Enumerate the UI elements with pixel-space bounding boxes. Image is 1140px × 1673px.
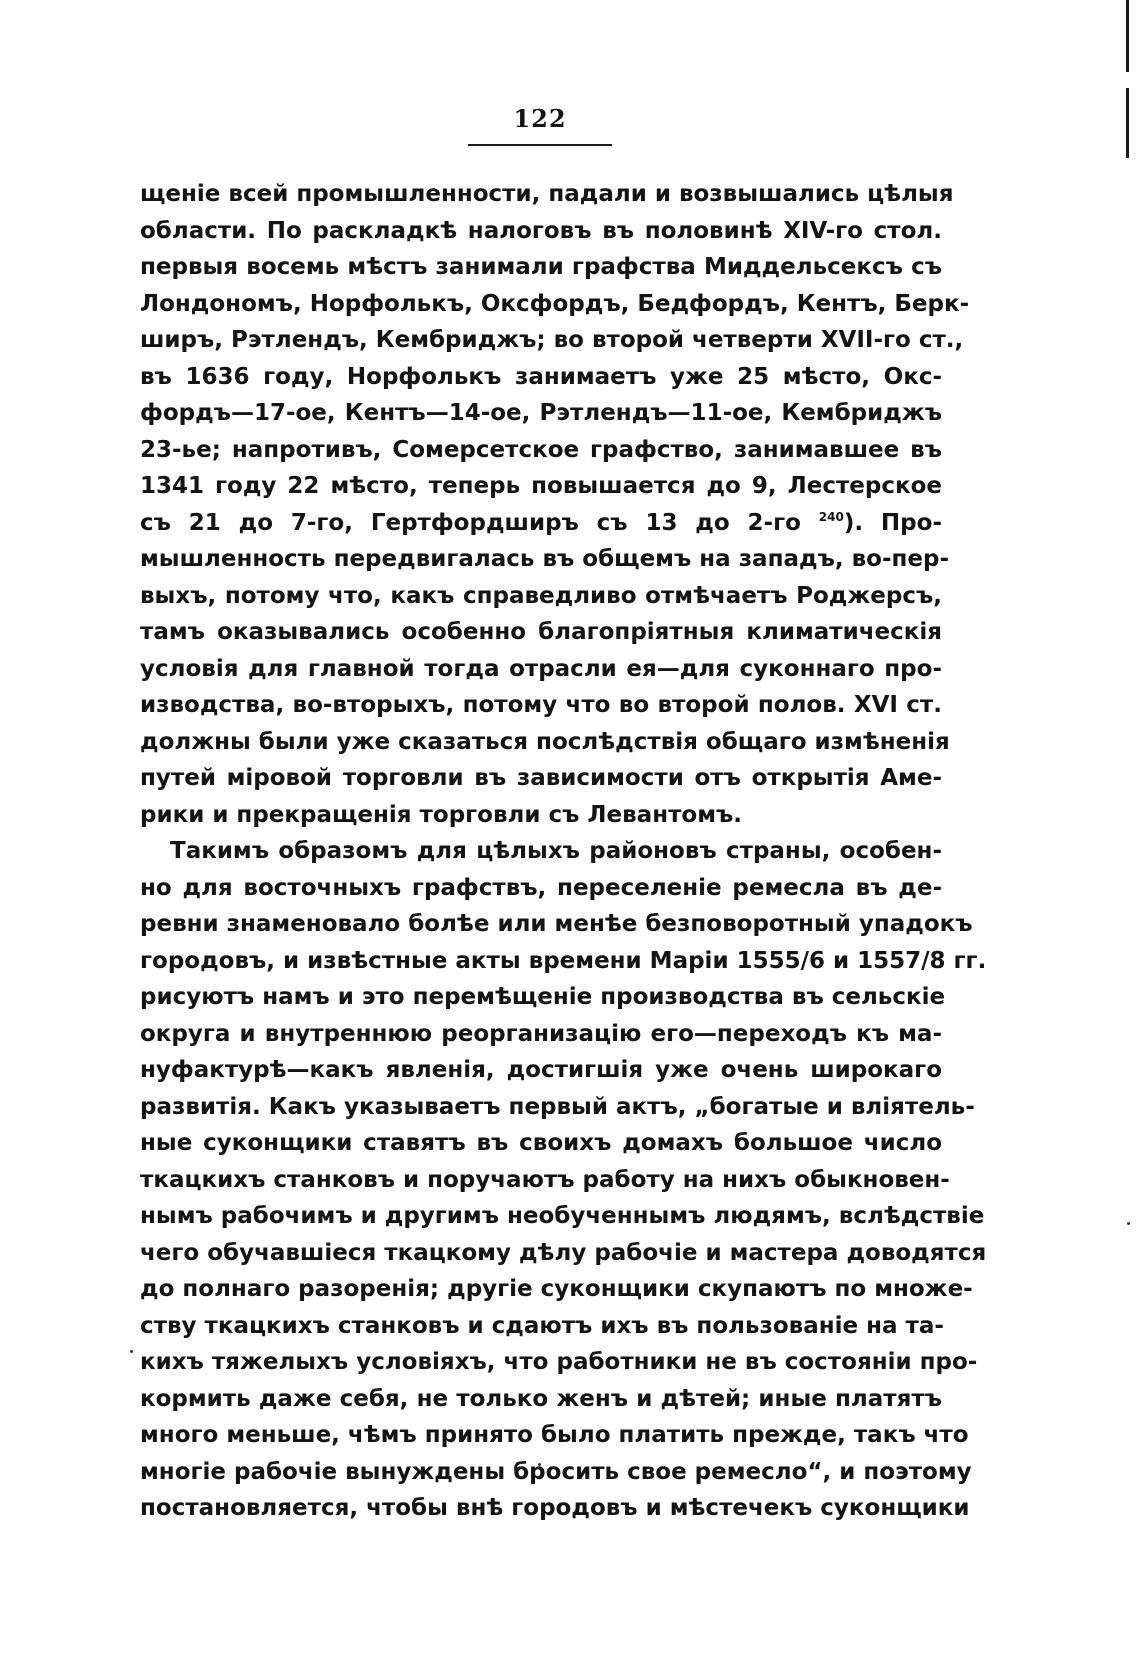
text-line: нымъ рабочимъ и другимъ необученнымъ людямъ, вслѣдствіе — [140, 1203, 985, 1229]
text-line: ткацкихъ станковъ и поручаютъ работу на нихъ обыкновен- — [140, 1166, 950, 1193]
text-line: ству ткацкихъ станковъ и сдаютъ ихъ въ пользованіе на та- — [140, 1312, 944, 1339]
print-speck — [130, 1350, 133, 1353]
text-line: ные суконщики ставятъ въ своихъ домахъ большое число — [140, 1130, 942, 1156]
text-line: но для восточныхъ графствъ, переселеніе ремесла въ де- — [140, 874, 942, 901]
text-line: рики и прекращенія торговли съ Левантомъ. — [140, 801, 743, 828]
text-line: рисуютъ намъ и это перемѣщеніе производства въ сельскіе — [140, 984, 946, 1010]
text-line: первыя восемь мѣстъ занимали графства Миддельсексъ съ — [140, 254, 942, 280]
text-line: ревни знаменовало болѣе или менѣе безповоротный упадокъ — [140, 911, 973, 937]
text-line: постановляется, чтобы внѣ городовъ и мѣстечекъ суконщики — [140, 1495, 970, 1521]
text-line: Лондономъ, Норфолькъ, Оксфордъ, Бедфордъ, Кентъ, Берк- — [140, 290, 970, 317]
text-line: до полнаго разоренія; другіе суконщики скупаютъ по множе- — [140, 1276, 973, 1302]
text-line: развитія. Какъ указываетъ первый актъ, „богатые и вліятель- — [140, 1093, 975, 1120]
body-text — [140, 176, 987, 1527]
text-line: выхъ, потому что, какъ справедливо отмѣчаетъ Роджерсъ, — [140, 582, 942, 609]
text-line: области. По раскладкѣ налоговъ въ половинѣ XIV-го стол. — [140, 217, 942, 244]
page-edge-mark — [1126, 88, 1129, 130]
text-line: округа и внутреннюю реорганизацію его—переходъ къ ма- — [140, 1020, 942, 1047]
text-line: нуфактурѣ—какъ явленія, достигшія уже очень широкаго — [140, 1057, 942, 1083]
text-line: фордъ—17-ое, Кентъ—14-ое, Рэтлендъ—11-ое, Кембриджъ — [140, 400, 942, 426]
text-line: ширъ, Рэтлендъ, Кембриджъ; во второй четверти XVII-го ст., — [140, 327, 964, 353]
text-line: много меньше, чѣмъ принято было платить прежде, такъ что — [140, 1422, 969, 1448]
page-number-rule — [468, 144, 612, 146]
text-line: тамъ оказывались особенно благопріятныя климатическія — [140, 619, 942, 645]
page-number: 122 — [513, 104, 567, 133]
text-line-with-footnote — [140, 505, 942, 542]
text-line: кихъ тяжелыхъ условіяхъ, что работники не въ состояніи про- — [140, 1349, 978, 1375]
page-edge-mark — [1126, 128, 1129, 158]
page-edge-mark — [1126, 0, 1129, 72]
footnote-ref: 240 — [818, 509, 844, 524]
text-line: условія для главной тогда отрасли ея—для суконнаго про- — [140, 655, 942, 682]
text-line-end: ). Про- — [843, 509, 942, 536]
text-line: щеніе всей промышленности, падали и возвышались цѣлыя — [140, 181, 954, 207]
text-line: путей міровой торговли въ зависимости отъ открытія Аме- — [140, 765, 942, 791]
text-line: въ 1636 году, Норфолькъ занимаетъ уже 25 мѣсто, Окс- — [140, 363, 942, 390]
print-speck — [1127, 1222, 1130, 1225]
text-line: Такимъ образомъ для цѣлыхъ районовъ страны, особен- — [170, 838, 942, 864]
text-line-start: съ 21 до 7-го, Гертфордширъ съ 13 до 2-го — [140, 509, 801, 536]
text-line: городовъ, и извѣстные акты времени Маріи 1555/6 и 1557/8 гг. — [140, 947, 987, 974]
text-line: изводства, во-вторыхъ, потому что во второй полов. XVI ст. — [140, 692, 942, 718]
text-line: должны были уже сказаться послѣдствія общаго измѣненія — [140, 728, 950, 755]
text-line: 23-ье; напротивъ, Сомерсетское графство, занимавшее въ — [140, 436, 942, 463]
text-line: мышленность передвигалась въ общемъ на западъ, во-пер- — [140, 546, 949, 572]
text-line: чего обучавшіеся ткацкому дѣлу рабочіе и мастера доводятся — [140, 1239, 987, 1266]
text-line: кормить даже себя, не только женъ и дѣтей; иные платятъ — [140, 1385, 942, 1412]
text-line: многіе рабочіе вынуждены бросить свое ремесло“, и поэтому — [140, 1458, 972, 1485]
text-line: 1341 году 22 мѣсто, теперь повышается до 9, Лестерское — [140, 473, 942, 499]
